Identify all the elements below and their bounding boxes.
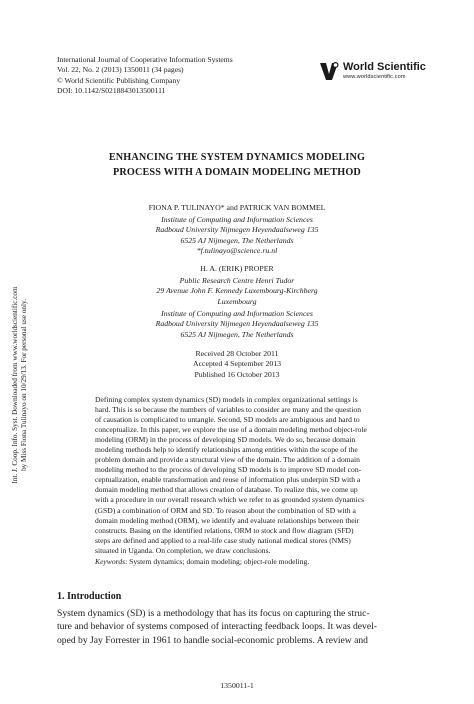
affiliation-line: 29 Avenue John F. Kennedy Luxembourg-Kirchberg — [156, 286, 318, 296]
journal-name: International Journal of Cooperative Information Systems — [57, 55, 233, 64]
abstract-line: steps are defined and applied to a real-life case study national medical stores (NMS) — [95, 535, 351, 545]
download-notice-line: by Miss Fiona Tulinayo on 10/29/13. For personal use only. — [20, 299, 28, 471]
abstract-line: modeling methods help to identify relationships among entities within the scope of the — [95, 445, 358, 455]
affiliation-line: Institute of Computing and Information Sciences — [161, 309, 313, 318]
affiliation — [0, 309, 474, 340]
received-date: Received 28 October 2011 — [195, 349, 279, 358]
author-names: H. A. (ERIK) PROPER — [200, 264, 274, 273]
keywords-text: : System dynamics; domain modeling; object-role modeling. — [125, 557, 310, 566]
publication-dates — [0, 349, 474, 380]
keywords — [95, 557, 309, 566]
abstract-line: modeling method to the process of developing SD models is to improve SD model con- — [95, 465, 362, 475]
abstract-line: conceptualize. In this paper, we explore the use of a domain modeling method object-role — [95, 425, 367, 435]
affiliation-line: 6525 AJ Nijmegen, The Netherlands — [180, 235, 294, 245]
abstract-line: modeling (ORM) in the process of developing SD models. We do so, because domain — [95, 435, 356, 445]
abstract — [95, 395, 380, 556]
abstract-line: (GSD) a combination of ORM and SD. To reason about the combination of SD with a — [95, 505, 356, 515]
title-line: PROCESS WITH A DOMAIN MODELING METHOD — [113, 166, 361, 178]
affiliation — [0, 276, 474, 307]
body-text — [57, 607, 377, 647]
abstract-line: domain modeling method that allows creation of database. To realize this, we come up — [95, 485, 358, 495]
affiliation-line: Institute of Computing and Information Sciences — [161, 215, 313, 224]
affiliation-line: Public Research Centre Henri Tudor — [179, 276, 295, 285]
abstract-line: constructs. Basing on the identified relations, ORM to stock and flow diagram (SFD) — [95, 525, 354, 535]
journal-copyright: © World Scientific Publishing Company — [57, 75, 181, 85]
publisher-url: www.worldscientific.com — [343, 74, 406, 80]
keywords-label: Keywords — [95, 557, 126, 566]
abstract-line: problem domain and provide a structural view of the domain. The addition of a domain — [95, 455, 360, 465]
abstract-line: ceptualization, enable transformation and reuse of information plus underpin SD with a — [95, 475, 361, 485]
author-names: FIONA P. TULINAYO* and PATRICK VAN BOMMEL — [148, 203, 326, 212]
published-date: Published 16 October 2013 — [194, 369, 280, 379]
affiliation-line: Radboud University Nijmegen Heyendaalseweg 135 — [155, 225, 319, 235]
download-notice-line: Int. J. Coop. Info. Syst. Downloaded from www.worldscientific.com — [11, 286, 19, 484]
journal-header — [57, 55, 233, 96]
section-heading: 1. Introduction — [57, 591, 122, 602]
abstract-line: with a procedure in our overall research which we refer to as grounded system dynamics — [95, 495, 365, 505]
affiliation-line: Luxembourg — [217, 296, 257, 306]
body-line: System dynamics (SD) is a methodology that has its focus on capturing the struc- — [57, 608, 370, 619]
affiliation-line: 6525 AJ Nijmegen, The Netherlands — [180, 329, 294, 339]
author-email: *f.tulinayo@science.ru.nl — [196, 246, 278, 256]
paper-title — [0, 151, 474, 180]
abstract-line: of causation is complicated to untangle. Second, SD models are ambiguous and hard to — [95, 415, 360, 425]
publisher-logo — [318, 60, 434, 84]
affiliation-line: Radboud University Nijmegen Heyendaalseweg 135 — [155, 319, 319, 329]
download-notice — [0, 240, 40, 530]
affiliation — [0, 215, 474, 257]
download-notice-text — [11, 286, 29, 483]
body-line: oped by Jay Forrester in 1961 to handle social-economic problems. A review and — [57, 634, 368, 646]
journal-doi: DOI: 10.1142/S0218843013500111 — [57, 85, 166, 95]
title-line: ENHANCING THE SYSTEM DYNAMICS MODELING — [108, 152, 366, 163]
page-number: 1350011-1 — [220, 681, 254, 690]
world-scientific-logo-icon — [318, 60, 340, 82]
journal-volume: Vol. 22, No. 2 (2013) 1350011 (34 pages) — [57, 65, 184, 75]
accepted-date: Accepted 4 September 2013 — [192, 359, 282, 369]
abstract-line: Defining complex system dynamics (SD) models in complex organizational settings is — [95, 395, 358, 404]
publisher-name: World Scientific — [343, 61, 426, 73]
abstract-line: domain modeling method (ORM), we identify and evaluate relationships between their — [95, 515, 360, 525]
abstract-line: situated in Uganda. On completion, we draw conclusions. — [95, 545, 271, 555]
abstract-line: hard. This is so because the numbers of variables to consider are many and the question — [95, 405, 361, 415]
body-line: ture and behavior of systems composed of interacting feedback loops. It was devel- — [57, 621, 377, 633]
